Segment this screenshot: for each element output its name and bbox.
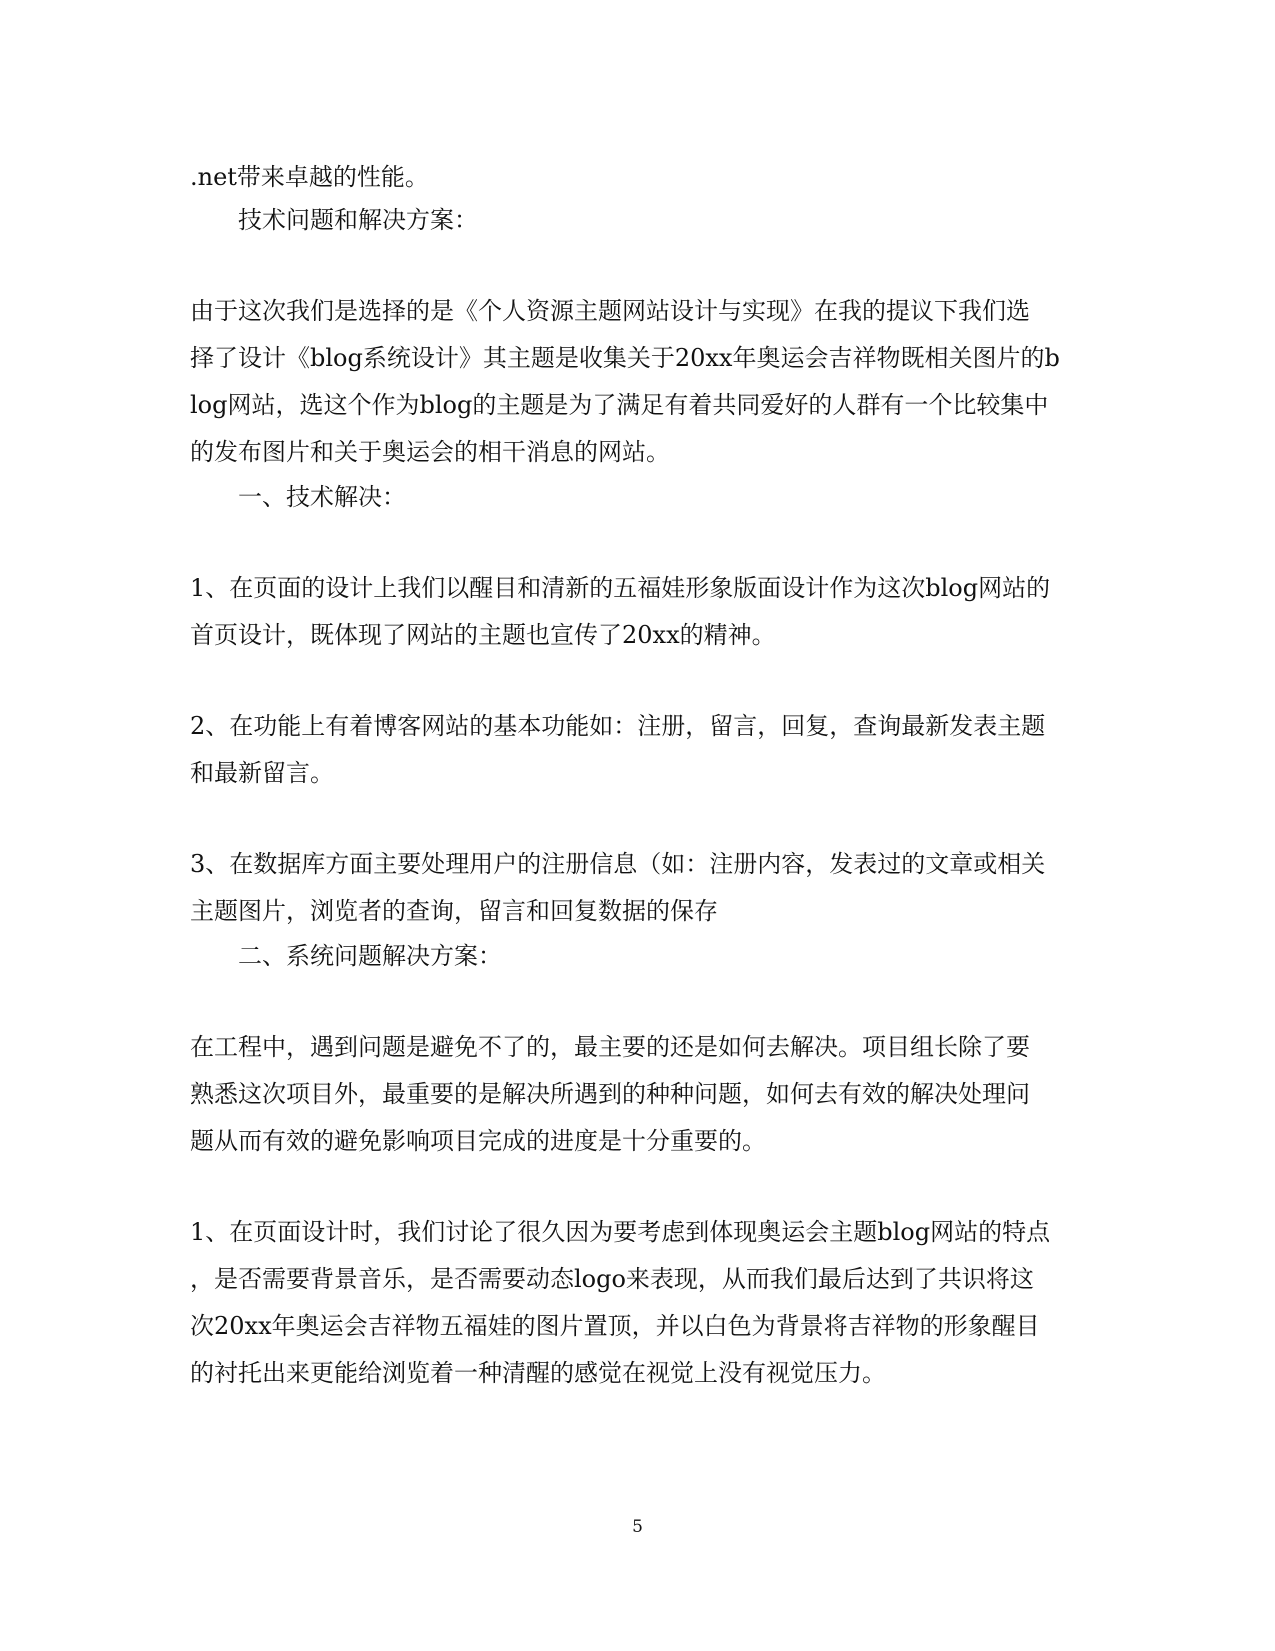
text-line: 熟悉这次项目外，最重要的是解决所遇到的种种问题，如何去有效的解决处理问	[190, 1080, 1030, 1108]
text-line: .net带来卓越的性能。	[190, 163, 429, 191]
list-item: 1、在页面的设计上我们以醒目和清新的五福娃形象版面设计作为这次blog网站的	[190, 574, 1051, 602]
page-number: 5	[632, 1517, 643, 1537]
text-line: 次20xx年奥运会吉祥物五福娃的图片置顶，并以白色为背景将吉祥物的形象醒目	[190, 1312, 1040, 1340]
text-line: 题从而有效的避免影响项目完成的进度是十分重要的。	[190, 1127, 766, 1155]
text-line: 主题图片，浏览者的查询，留言和回复数据的保存	[190, 897, 718, 925]
text-line: log网站，选这个作为blog的主题是为了满足有着共同爱好的人群有一个比较集中	[190, 391, 1049, 419]
list-item: 3、在数据库方面主要处理用户的注册信息（如：注册内容，发表过的文章或相关	[190, 850, 1046, 878]
text-line: 的发布图片和关于奥运会的相干消息的网站。	[190, 438, 670, 466]
list-item: 1、在页面设计时，我们讨论了很久因为要考虑到体现奥运会主题blog网站的特点	[190, 1218, 1051, 1246]
text-line: 的衬托出来更能给浏览着一种清醒的感觉在视觉上没有视觉压力。	[190, 1359, 886, 1387]
text-line: ，是否需要背景音乐，是否需要动态logo来表现，从而我们最后达到了共识将这	[190, 1265, 1034, 1293]
text-line: 在工程中，遇到问题是避免不了的，最主要的还是如何去解决。项目组长除了要	[190, 1033, 1030, 1061]
section-heading: 二、系统问题解决方案：	[238, 942, 502, 970]
section-heading: 一、技术解决：	[238, 483, 406, 511]
text-line: 由于这次我们是选择的是《个人资源主题网站设计与实现》在我的提议下我们选	[190, 297, 1030, 325]
text-line: 择了设计《blog系统设计》其主题是收集关于20xx年奥运会吉祥物既相关图片的b	[190, 344, 1060, 372]
text-line: 首页设计，既体现了网站的主题也宣传了20xx的精神。	[190, 621, 776, 649]
section-heading: 技术问题和解决方案：	[238, 206, 478, 234]
list-item: 2、在功能上有着博客网站的基本功能如：注册，留言，回复，查询最新发表主题	[190, 712, 1046, 740]
text-line: 和最新留言。	[190, 759, 334, 787]
